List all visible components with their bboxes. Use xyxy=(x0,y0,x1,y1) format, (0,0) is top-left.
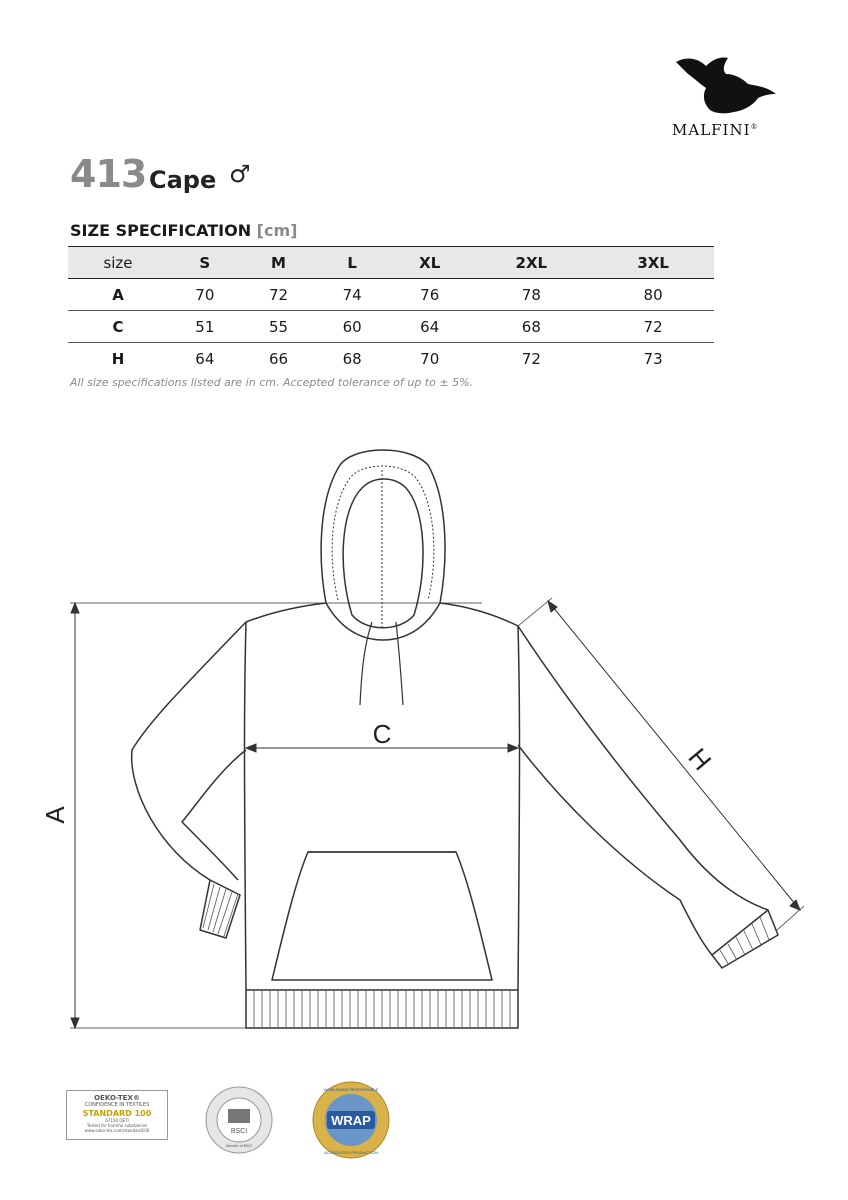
left-sleeve xyxy=(132,622,246,880)
table-cell: 72 xyxy=(643,317,663,336)
header-cell: 2XL xyxy=(515,253,548,272)
oeko-standard: STANDARD 100 xyxy=(82,1109,152,1118)
hood-face-opening xyxy=(343,479,423,628)
row-label: C xyxy=(112,317,124,336)
table-row xyxy=(68,311,714,343)
wrap-top: WORLDWIDE RESPONSIBLE xyxy=(323,1087,379,1092)
oeko-tested: Tested for harmful substances xyxy=(86,1123,148,1128)
table-cell: 73 xyxy=(643,349,663,368)
spec-heading-text: SIZE SPECIFICATION xyxy=(70,221,252,240)
wrap-bottom: ACCREDITED PRODUCTION xyxy=(323,1150,379,1155)
table-row xyxy=(68,279,714,311)
oeko-number: 67150 OETI xyxy=(105,1118,129,1123)
bsci-logo xyxy=(204,1085,274,1155)
kangaroo-pocket xyxy=(272,852,492,980)
body-left-side xyxy=(245,622,247,990)
bsci-member: Member of BSCI xyxy=(226,1144,252,1148)
size-table xyxy=(68,246,714,374)
table-cell: 70 xyxy=(420,349,440,368)
hood-outline xyxy=(321,450,445,603)
bsci-text: BSCI xyxy=(230,1128,248,1135)
table-cell: 80 xyxy=(643,285,663,304)
malfini-bird-logo xyxy=(672,52,782,120)
table-cell: 60 xyxy=(342,317,362,336)
wrap-text: WRAP xyxy=(331,1113,371,1128)
oeko-tex-badge xyxy=(66,1090,168,1140)
product-number: 413 xyxy=(70,152,147,196)
oeko-url: www.oeko-tex.com/standard100 xyxy=(84,1128,150,1133)
table-cell: 68 xyxy=(521,317,541,336)
table-cell: 72 xyxy=(521,349,541,368)
table-cell: 51 xyxy=(195,317,215,336)
header-cell: 3XL xyxy=(637,253,669,272)
table-cell: 68 xyxy=(342,349,362,368)
header-cell: S xyxy=(199,253,211,272)
spec-heading xyxy=(70,221,297,240)
hoodie-diagram xyxy=(0,400,848,1050)
label-h: H xyxy=(682,742,718,777)
spec-unit: [cm] xyxy=(256,221,298,240)
header-cell: XL xyxy=(419,253,441,272)
product-name: Cape xyxy=(149,166,217,194)
tolerance-note: All size specifications listed are in cm. Accepted tolerance of up to ± 5%. xyxy=(70,376,474,389)
table-cell: 66 xyxy=(268,349,289,368)
table-cell: 64 xyxy=(195,349,215,368)
header-cell-size: size xyxy=(103,253,133,272)
table-cell: 78 xyxy=(521,285,541,304)
table-cell: 76 xyxy=(420,285,440,304)
table-cell: 70 xyxy=(195,285,215,304)
table-cell: 72 xyxy=(268,285,289,304)
label-a: A xyxy=(40,806,70,824)
body-right-side xyxy=(518,626,520,990)
label-c: C xyxy=(372,719,392,749)
header-cell: M xyxy=(271,253,286,272)
wrap-logo xyxy=(311,1080,391,1160)
table-cell: 64 xyxy=(420,317,440,336)
oeko-sub: CONFIDENCE IN TEXTILES xyxy=(84,1102,150,1108)
row-label: H xyxy=(111,349,125,368)
right-sleeve xyxy=(518,626,768,910)
male-symbol-icon: ♂ xyxy=(229,160,251,188)
row-label: A xyxy=(112,285,124,304)
header-cell: L xyxy=(347,253,357,272)
brand-name: MALFINI® xyxy=(672,121,759,139)
table-cell: 74 xyxy=(342,285,362,304)
size-table-header xyxy=(68,247,714,279)
table-row xyxy=(68,343,714,375)
oeko-title: OEKO-TEX® xyxy=(94,1094,140,1102)
right-cuff xyxy=(712,910,778,968)
table-cell: 55 xyxy=(268,317,289,336)
